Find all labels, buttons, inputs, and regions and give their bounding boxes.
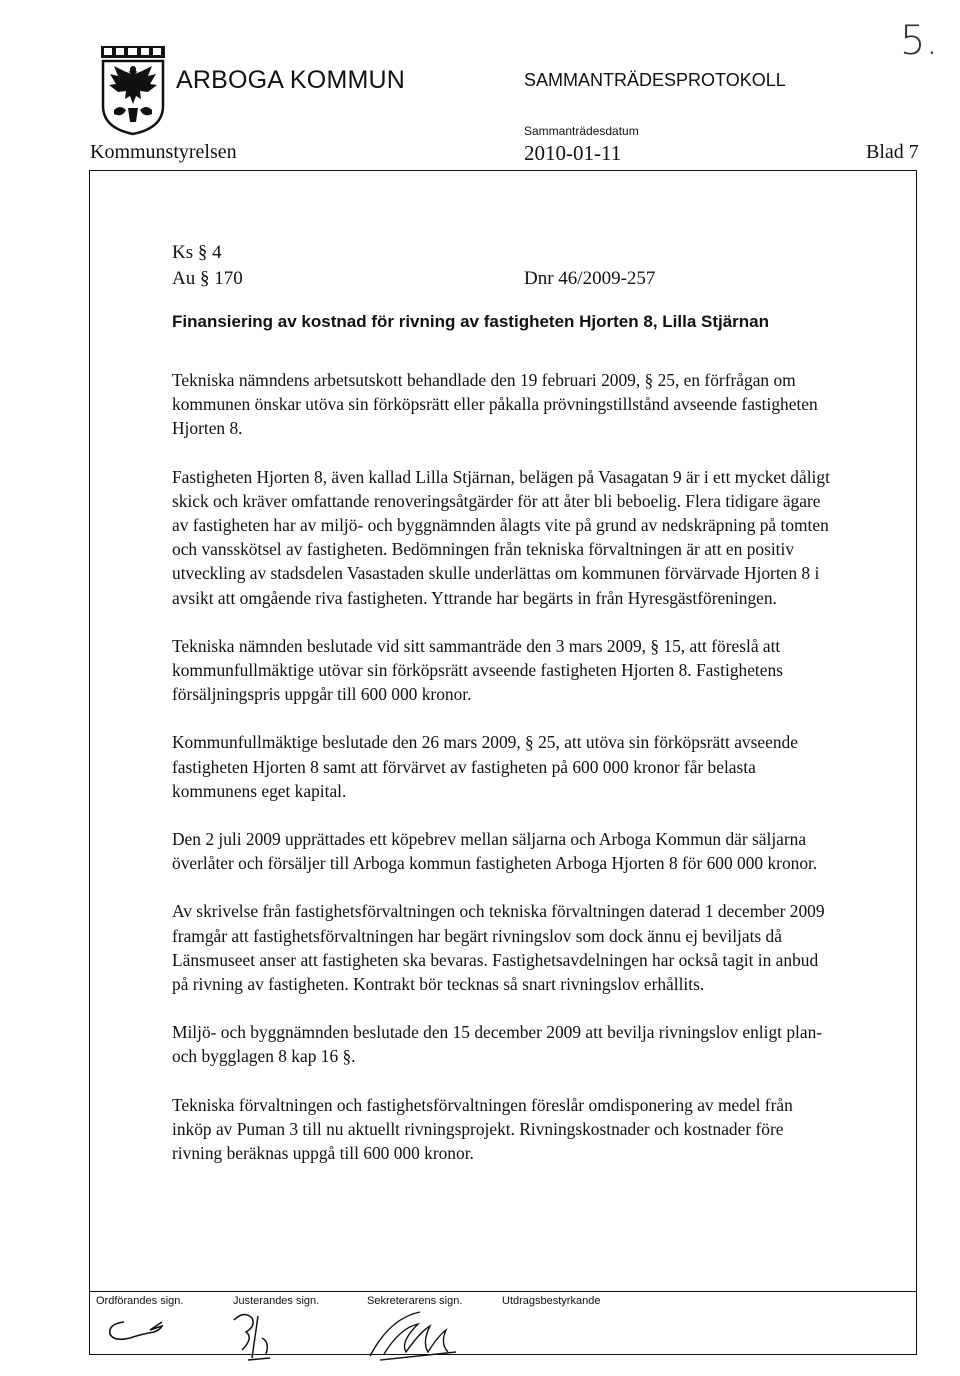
adjuster-sign-label: Justerandes sign. [233,1295,320,1307]
paragraph: Miljö- och byggnämnden beslutade den 15 december 2009 att bevilja rivningslov enligt plan- och bygglagen 8 kap 16 §. [172,1022,823,1067]
diary-number: Dnr 46/2009-257 [524,268,656,289]
handwritten-page-number: 5. [900,18,939,64]
paragraph: Tekniska nämndens arbetsutskott behandlade den 19 februari 2009, § 25, en förfrågan om kommunen önskar utöva sin förköpsrätt eller påkalla prövningstillstånd avseende fastigheten Hjorten 8. [172,370,818,439]
meeting-date: 2010-01-11 [524,141,622,165]
organization-name: ARBOGA KOMMUN [176,66,406,94]
paragraph: Den 2 juli 2009 upprättades ett köpebrev mellan säljarna och Arboga Kommun där säljarna överlåter och försäljer till Arboga kommun fastigheten Arboga Hjorten 8 för 600 000 kronor. [172,829,818,874]
signature-divider [89,1291,917,1292]
coat-of-arms-logo [100,44,166,136]
paragraph: Av skrivelse från fastighetsförvaltningen och tekniska förvaltningen daterad 1 december 2009 framgår att fastighetsförvaltningen har begärt rivningslov som dock ännu ej beviljats då Länsmuseet anser att fastigheten ska bevaras. Fastighetsavdelningen har också tagit in anbud på rivning av fastigheten. Kontrakt bör tecknas så snart rivningslov erhållits. [172,901,825,995]
paragraph: Fastigheten Hjorten 8, även kallad Lilla Stjärnan, belägen på Vasagatan 9 är i ett mycket dåligt skick och kräver omfattande renoveringsåtgärder för att åter bli beboelig. Flera tidigare ägare av fastigheten har av miljö- och byggnämnden ålagts vite på grund av nedskräpning på tomten och vansskötsel av fastigheten. Bedömningen från tekniska förvaltningen är att en positiv utveckling av stadsdelen Vasastaden skulle underlättas om kommunen förvärvade Hjorten 8 i avsikt att omgående riva fastigheten. Yttrande har begärts in från Hyresgästföreningen. [172,466,830,608]
paragraph: Tekniska nämnden beslutade vid sitt sammanträde den 3 mars 2009, § 15, att föreslå att kommunfullmäktige utövar sin förköpsrätt avseende fastigheten Hjorten 8. Fastighetens försäljningspris uppgår till 600 000 kronor. [172,635,783,705]
section-title: Finansiering av kostnad för rivning av fastigheten Hjorten 8, Lilla Stjärnan [172,312,770,331]
committee-name: Kommunstyrelsen [90,141,237,163]
chair-signature [102,1308,182,1353]
ks-reference: Ks § 4 [172,242,222,263]
chair-sign-label: Ordförandes sign. [96,1295,184,1307]
secretary-sign-label: Sekreterarens sign. [367,1295,463,1307]
paragraph: Tekniska förvaltningen och fastighetsförvaltningen föreslår omdisponering av medel från inköp av Puman 3 till nu aktuellt rivningsprojekt. Rivningskostnader och kostnader före rivning beräknas uppgå till 600 000 kronor. [172,1094,793,1164]
meeting-date-label: Sammanträdesdatum [524,124,639,138]
adjuster-signature [222,1308,292,1369]
extract-certification-label: Utdragsbestyrkande [502,1295,601,1307]
au-reference: Au § 170 [172,268,243,289]
sheet-number: Blad 7 [866,141,919,163]
document-type: SAMMANTRÄDESPROTOKOLL [524,70,786,90]
body-text [172,368,832,1189]
secretary-signature [360,1308,470,1369]
paragraph: Kommunfullmäktige beslutade den 26 mars 2009, § 25, att utöva sin förköpsrätt avseende fastigheten Hjorten 8 samt att förvärvet av fastigheten på 600 000 kronor får belasta kommunens eget kapital. [172,732,798,801]
coat-of-arms-eagle-icon [100,44,166,136]
